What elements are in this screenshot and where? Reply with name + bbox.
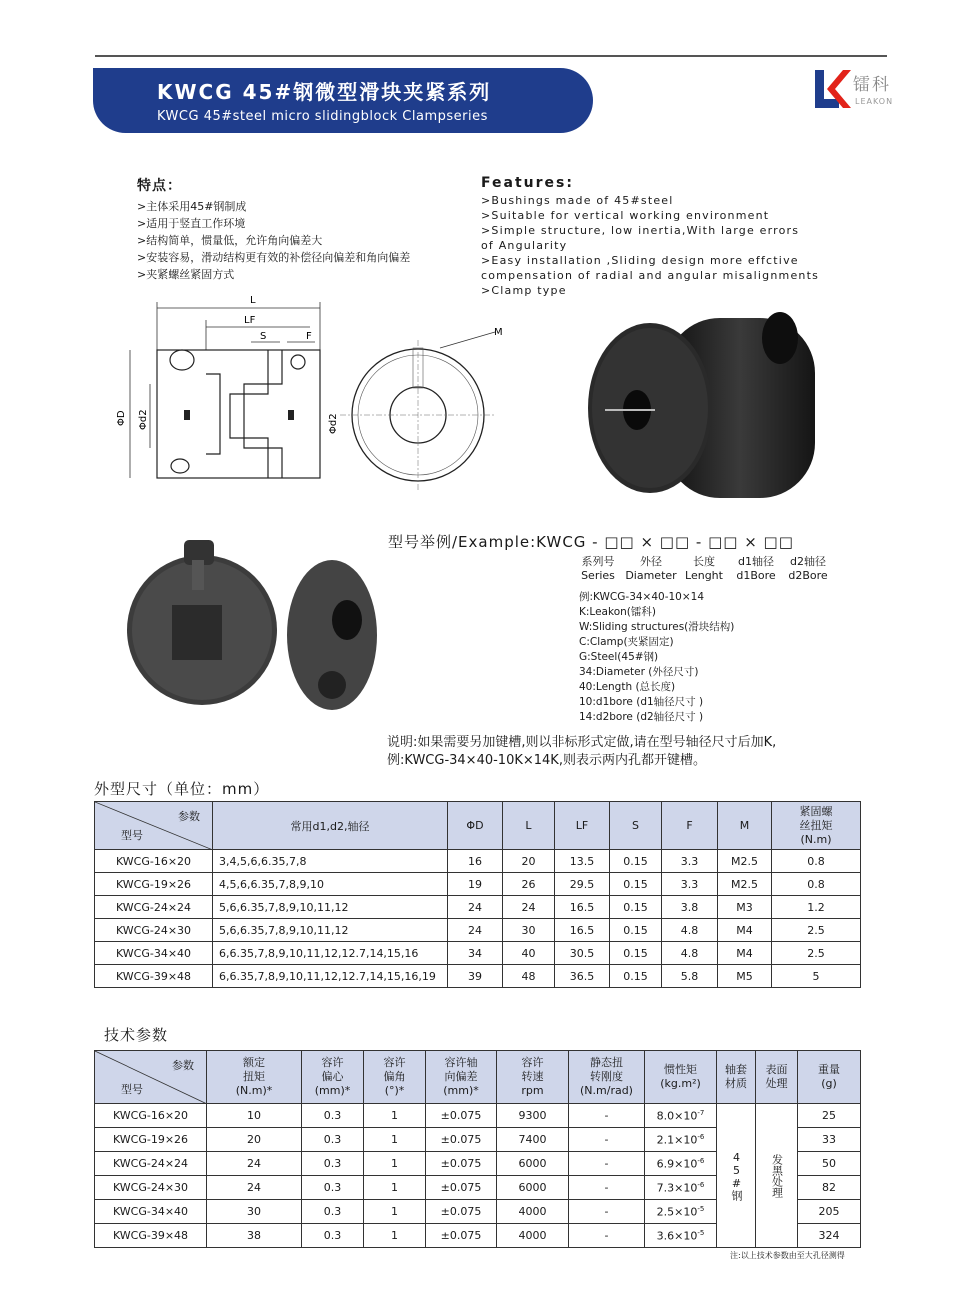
example-col-cn: d2轴径 [790, 555, 826, 568]
brand-logo [815, 70, 895, 115]
table-cell: 1 [364, 1152, 426, 1176]
feature-item: >适用于竖直工作环境 [137, 217, 246, 230]
table-cell: M3 [718, 896, 772, 919]
feature-item: >结构简单，惯量低，允许角向偏差大 [137, 234, 323, 247]
table-cell: 1 [364, 1176, 426, 1200]
table-cell: 4000 [497, 1224, 569, 1248]
table-cell: 0.3 [302, 1152, 364, 1176]
table-cell: 5 [772, 965, 861, 988]
table-header-row [95, 802, 861, 850]
inertia-base: 3.6×10 [656, 1229, 698, 1243]
table-cell: 3.8 [662, 896, 718, 919]
coupling-exploded-photo [122, 535, 382, 720]
header-cell: F [662, 802, 718, 850]
header-cell: 额定 扭矩 (N.m)* [207, 1051, 302, 1104]
table-cell: 34 [448, 942, 503, 965]
table-row [95, 1104, 861, 1128]
feature-item: >Easy installation ,Sliding design more effctive [481, 254, 799, 267]
legend-line: 34:Diameter (外径尺寸) [579, 666, 699, 678]
dim-F-label: F [306, 331, 312, 342]
table-cell: KWCG-16×20 [95, 850, 213, 873]
top-rule [95, 55, 887, 57]
table-cell: 26 [503, 873, 555, 896]
legend-line: 例:KWCG-34×40-10×14 [579, 591, 705, 603]
dimensions-table-body [95, 850, 861, 988]
table-cell: 29.5 [555, 873, 610, 896]
table-cell: ±0.075 [426, 1224, 497, 1248]
title-cn: KWCG 45#钢微型滑块夹紧系列 [157, 80, 492, 104]
features-en-heading: Features: [481, 175, 574, 191]
table-row [95, 965, 861, 988]
dim-d2-label: Φd2 [138, 409, 149, 430]
table-cell: 324 [798, 1224, 861, 1248]
inertia-base: 8.0×10 [656, 1109, 698, 1123]
legend-line: 10:d1bore (d1轴径尺寸 ) [579, 696, 704, 708]
header-cell: 容许 转速 rpm [497, 1051, 569, 1104]
technical-drawing [110, 290, 510, 490]
dim-S-label: S [260, 331, 267, 342]
table-cell: 0.3 [302, 1104, 364, 1128]
legend-line: C:Clamp(夹紧固定) [579, 636, 674, 648]
keyway-note [387, 734, 776, 770]
model-example: 型号举例/Example:KWCG - □□ × □□ - □□ × □□ [388, 533, 794, 551]
table-cell: 20 [207, 1128, 302, 1152]
inertia-exponent: -6 [697, 1156, 705, 1165]
table-cell: M5 [718, 965, 772, 988]
table-cell: 1 [364, 1200, 426, 1224]
feature-item: >Clamp type [481, 284, 567, 297]
tech-params-table [94, 1050, 861, 1248]
table-cell: 1 [364, 1104, 426, 1128]
header-cell: 轴套 材质 [717, 1051, 756, 1104]
table-cell: 4,5,6,6.35,7,8,9,10 [213, 873, 448, 896]
inertia-base: 7.3×10 [656, 1181, 698, 1195]
tech-params-title: 技术参数 [104, 1026, 169, 1044]
inertia-exponent: -5 [697, 1228, 705, 1237]
inertia-exponent: -7 [697, 1108, 705, 1117]
table-cell: 82 [798, 1176, 861, 1200]
table-cell: KWCG-24×24 [95, 1152, 207, 1176]
title-banner [93, 68, 593, 133]
table-cell: 0.15 [610, 942, 662, 965]
table-cell: 50 [798, 1152, 861, 1176]
table-cell: 24 [503, 896, 555, 919]
table-cell: 0.3 [302, 1176, 364, 1200]
table-row [95, 896, 861, 919]
legend-line: W:Sliding structures(滑块结构) [579, 621, 735, 633]
table-cell: 20 [503, 850, 555, 873]
table-cell: - [569, 1152, 645, 1176]
header-cell: M [718, 802, 772, 850]
header-cell: S [610, 802, 662, 850]
table-cell: 16.5 [555, 896, 610, 919]
table-cell: 4.8 [662, 942, 718, 965]
example-col-cn: d1轴径 [738, 555, 774, 568]
table-cell: 30.5 [555, 942, 610, 965]
dim-d2-circle-label: Φd2 [328, 413, 339, 434]
table-cell: ±0.075 [426, 1176, 497, 1200]
table-cell: KWCG-16×20 [95, 1104, 207, 1128]
table-cell: KWCG-19×26 [95, 1128, 207, 1152]
table-cell: 1.2 [772, 896, 861, 919]
corner-param: 参数 [172, 1059, 194, 1072]
inertia-cell [645, 1200, 717, 1224]
example-col-en: d2Bore [788, 569, 828, 582]
table-cell: ±0.075 [426, 1128, 497, 1152]
legend-line: K:Leakon(镭科) [579, 606, 656, 618]
table-cell: ±0.075 [426, 1200, 497, 1224]
table-cell: KWCG-19×26 [95, 873, 213, 896]
table-cell: 48 [503, 965, 555, 988]
feature-item: >主体采用45#钢制成 [137, 200, 247, 213]
table-cell: M2.5 [718, 873, 772, 896]
legend-line: G:Steel(45#钢) [579, 651, 659, 663]
table-cell: 30 [503, 919, 555, 942]
table-cell: 39 [448, 965, 503, 988]
example-col-en: Lenght [685, 569, 723, 582]
table-cell: KWCG-24×30 [95, 919, 213, 942]
table-cell: 40 [503, 942, 555, 965]
inertia-cell [645, 1128, 717, 1152]
table-cell: 5,6,6.35,7,8,9,10,11,12 [213, 919, 448, 942]
table-cell: 24 [207, 1152, 302, 1176]
corner-model: 型号 [121, 1083, 143, 1096]
header-cell: ΦD [448, 802, 503, 850]
inertia-cell [645, 1224, 717, 1248]
table-cell: 3,4,5,6,6.35,7,8 [213, 850, 448, 873]
table-cell: 4.8 [662, 919, 718, 942]
inertia-base: 2.1×10 [656, 1133, 698, 1147]
table-cell: 2.5 [772, 942, 861, 965]
inertia-exponent: -6 [697, 1132, 705, 1141]
features-cn-heading: 特点： [137, 178, 182, 194]
table-header-row [95, 1051, 861, 1104]
inertia-cell [645, 1104, 717, 1128]
table-cell: 0.15 [610, 850, 662, 873]
table-cell: - [569, 1104, 645, 1128]
header-cell: L [503, 802, 555, 850]
example-col-cn: 系列号 [581, 555, 615, 568]
table-cell: 6000 [497, 1152, 569, 1176]
table-cell: ±0.075 [426, 1152, 497, 1176]
table-cell: 38 [207, 1224, 302, 1248]
table-cell: 0.15 [610, 965, 662, 988]
table-cell: 6,6.35,7,8,9,10,11,12,12.7,14,15,16,19 [213, 965, 448, 988]
table-cell: M4 [718, 942, 772, 965]
corner-header [95, 1051, 207, 1104]
table-cell: 30 [207, 1200, 302, 1224]
table-cell: 5,6,6.35,7,8,9,10,11,12 [213, 896, 448, 919]
table-cell: 24 [448, 919, 503, 942]
table-cell: 0.8 [772, 873, 861, 896]
table-cell: 4000 [497, 1200, 569, 1224]
inertia-exponent: -5 [697, 1204, 705, 1213]
table-row [95, 942, 861, 965]
footnote: 注:以上技术参数由至大孔径测得 [730, 1251, 845, 1260]
inertia-exponent: -6 [697, 1180, 705, 1189]
surface-cell: 发黑处理 [756, 1104, 798, 1248]
inertia-cell [645, 1176, 717, 1200]
table-cell: 0.3 [302, 1224, 364, 1248]
legend-line: 14:d2bore (d2轴径尺寸 ) [579, 711, 704, 723]
feature-item: >Bushings made of 45#steel [481, 194, 674, 207]
table-cell: 0.15 [610, 873, 662, 896]
table-cell: - [569, 1128, 645, 1152]
tech-params-table-body [95, 1104, 861, 1248]
table-cell: 16.5 [555, 919, 610, 942]
corner-header [95, 802, 213, 850]
feature-item: compensation of radial and angular misalignments [481, 269, 820, 282]
dim-D-label: ΦD [116, 410, 127, 426]
header-cell: 容许 偏角 (°)* [364, 1051, 426, 1104]
table-cell: ±0.075 [426, 1104, 497, 1128]
note-line: 说明:如果需要另加键槽,则以非标形式定做,请在型号轴径尺寸后加K, [387, 735, 777, 750]
table-row [95, 850, 861, 873]
header-cell: LF [555, 802, 610, 850]
example-col-cn: 外径 [640, 555, 662, 568]
header-cell: 容许轴 向偏差 (mm)* [426, 1051, 497, 1104]
leakon-logo-icon [815, 70, 851, 110]
example-col-en: Series [581, 569, 615, 582]
table-cell: 5.8 [662, 965, 718, 988]
logo-text-en: LEAKON [855, 97, 894, 106]
table-cell: 25 [798, 1104, 861, 1128]
dimensions-title: 外型尺寸（单位：mm） [94, 780, 270, 798]
table-cell: M2.5 [718, 850, 772, 873]
table-cell: 6,6.35,7,8,9,10,11,12,12.7,14,15,16 [213, 942, 448, 965]
logo-text-cn: 镭科 [853, 75, 891, 95]
header-cell: 静态扭 转刚度 (N.m/rad) [569, 1051, 645, 1104]
table-cell: 0.15 [610, 919, 662, 942]
note-line: 例:KWCG-34×40-10K×14K,则表示两内孔都开键槽。 [387, 753, 706, 768]
example-col-en: d1Bore [736, 569, 776, 582]
example-legend [579, 590, 734, 725]
table-cell: 24 [207, 1176, 302, 1200]
table-cell: 13.5 [555, 850, 610, 873]
corner-model: 型号 [121, 829, 143, 842]
dimensions-table [94, 801, 861, 988]
header-cell: 表面 处理 [756, 1051, 798, 1104]
dim-M-label: M [494, 327, 503, 338]
dim-L-label: L [250, 295, 256, 306]
header-cell: 惯性矩 (kg.m²) [645, 1051, 717, 1104]
material-cell: 45#钢 [717, 1104, 756, 1248]
table-cell: 0.3 [302, 1200, 364, 1224]
table-cell: - [569, 1200, 645, 1224]
table-cell: 7400 [497, 1128, 569, 1152]
feature-item: >Simple structure, low inertia,With large errors [481, 224, 800, 237]
table-cell: KWCG-24×24 [95, 896, 213, 919]
table-cell: - [569, 1224, 645, 1248]
dim-LF-label: LF [244, 315, 256, 326]
table-cell: 33 [798, 1128, 861, 1152]
table-cell: KWCG-39×48 [95, 1224, 207, 1248]
table-cell: KWCG-24×30 [95, 1176, 207, 1200]
table-row [95, 873, 861, 896]
header-cell: 紧固螺 丝扭矩 (N.m) [772, 802, 861, 850]
feature-item: >安装容易，滑动结构更有效的补偿径向偏差和角向偏差 [137, 251, 411, 264]
features-en [481, 176, 819, 298]
feature-item: >夹紧螺丝紧固方式 [137, 268, 235, 281]
table-cell: - [569, 1176, 645, 1200]
table-cell: 6000 [497, 1176, 569, 1200]
table-cell: KWCG-34×40 [95, 1200, 207, 1224]
coupling-photo [575, 298, 855, 508]
table-cell: M4 [718, 919, 772, 942]
title-en: KWCG 45#steel micro slidingblock Clampseries [157, 109, 488, 124]
inertia-base: 2.5×10 [656, 1205, 698, 1219]
inertia-cell [645, 1152, 717, 1176]
table-cell: 0.8 [772, 850, 861, 873]
example-col-cn: 长度 [693, 555, 715, 568]
feature-item: >Suitable for vertical working environment [481, 209, 770, 222]
table-cell: 24 [448, 896, 503, 919]
table-cell: 10 [207, 1104, 302, 1128]
table-cell: KWCG-39×48 [95, 965, 213, 988]
header-cell: 容许 偏心 (mm)* [302, 1051, 364, 1104]
table-cell: 1 [364, 1224, 426, 1248]
feature-item: of Angularity [481, 239, 568, 252]
legend-line: 40:Length (总长度) [579, 681, 676, 693]
example-col-en: Diameter [625, 569, 677, 582]
table-cell: 1 [364, 1128, 426, 1152]
header-cell: 常用d1,d2,轴径 [213, 802, 448, 850]
table-cell: 0.3 [302, 1128, 364, 1152]
table-cell: 205 [798, 1200, 861, 1224]
table-cell: 3.3 [662, 850, 718, 873]
table-cell: 3.3 [662, 873, 718, 896]
table-cell: 9300 [497, 1104, 569, 1128]
table-row [95, 919, 861, 942]
corner-param: 参数 [178, 810, 200, 823]
table-cell: KWCG-34×40 [95, 942, 213, 965]
table-cell: 19 [448, 873, 503, 896]
table-cell: 16 [448, 850, 503, 873]
inertia-base: 6.9×10 [656, 1157, 698, 1171]
table-cell: 0.15 [610, 896, 662, 919]
table-cell: 2.5 [772, 919, 861, 942]
table-cell: 36.5 [555, 965, 610, 988]
header-cell: 重量 (g) [798, 1051, 861, 1104]
features-cn [137, 178, 410, 283]
